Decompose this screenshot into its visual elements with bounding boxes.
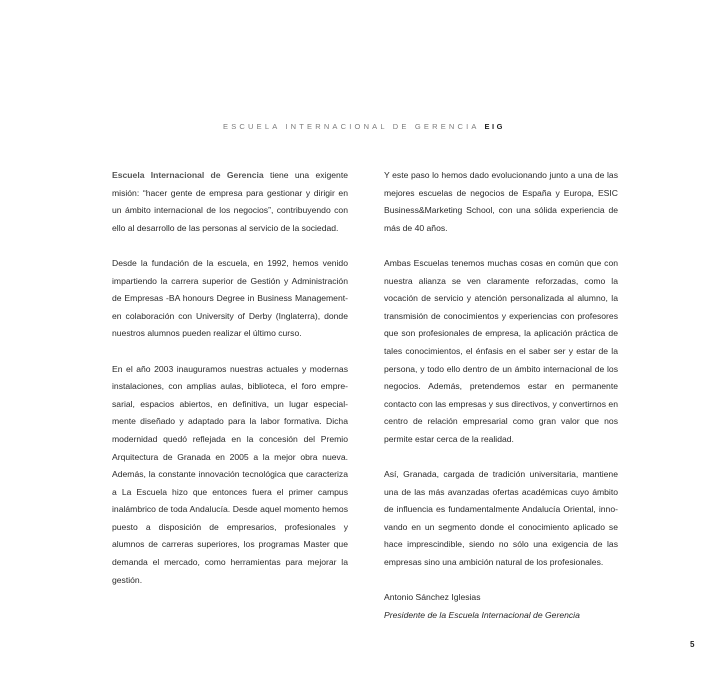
right-paragraph-2: Ambas Escuelas tenemos muchas cosas en común que con nuestra alianza se ven claramente reforzadas, como la vocación de servicio y atención personalizada al alumno, la transmisión de conocimientos y experiencias con profesores que son profesionales de empresa, la aplicación práctica de tales conocimientos, el énfasis en el saber ser y estar de la persona, y todo ello dentro de un ámbito internacional de los negocios. Además, pretendemos estar en permanente contacto con las empresas y sus directivos, y convertirnos en centro de relación empresarial como gran valor que nos permite estar cerca de la realidad. — [384, 257, 618, 444]
signature-name: Antonio Sánchez Iglesias — [384, 592, 481, 603]
page-header — [0, 122, 728, 131]
header-abbreviation: EIG — [484, 122, 505, 131]
signature-role: Presidente de la Escuela Internacional de Gerencia — [384, 609, 580, 620]
right-paragraph-3: Así, Granada, cargada de tradición universitaria, mantiene una de las más avanzadas ofertas académicas cuyo ámbito de influencia es fundamentalmente Andalucía Oriental, innovando en un segmento donde el conocimiento aplicado se hace imprescindible, siendo no sólo una exigencia de las empresas sino una ambición natural de los profesionales. — [384, 469, 618, 568]
left-column — [112, 167, 348, 589]
right-paragraph-1: Y este paso lo hemos dado evolucionando junto a una de las mejores escuelas de negocios de España y Europa, ESIC Business&Marketing School, con una sólida experiencia de más de 40 años. — [384, 170, 618, 233]
school-name-lead: Escuela Internacional de Gerencia — [112, 170, 264, 180]
signature-block — [384, 589, 618, 624]
left-paragraph-1 — [112, 167, 348, 237]
right-column — [384, 167, 618, 624]
left-paragraph-1-text: tiene una exigente misión: “hacer gente de empresa para gestionar y dirigir en un ámbito internacional de los negocios”, contribuyendo con ello al desarrollo de las personas al servicio de la sociedad. — [112, 170, 348, 233]
page-number: 5 — [690, 640, 695, 649]
left-paragraph-2: Desde la fundación de la escuela, en 1992, hemos venido impartiendo la carrera superior de Gestión y Administración de Empresas -BA honours Degree in Business Management- en colaboración con University of Derby (Inglaterra), donde nuestros alumnos pueden realizar el último curso. — [112, 257, 348, 339]
header-title: ESCUELA INTERNACIONAL DE GERENCIA — [223, 122, 480, 131]
left-paragraph-3: En el año 2003 inauguramos nuestras actuales y modernas instalaciones, con amplias aulas, biblioteca, el foro empresarial, espacios abiertos, en definitiva, un lugar especialmente diseñado y adaptado para la labor formativa. Dicha modernidad quedó reflejada en la concesión del Premio Arquitectura de Granada en 2005 a la mejor obra nueva. Además, la constante innovación tecnológica que caracteriza a La Escuela hizo que entonces fuera el primer campus inalámbrico de toda Andalucía. Desde aquel momento hemos puesto a disposición de empresarios, profesionales y alumnos de carreras superiores, los programas Master que demanda el mercado, como herramientas para mejorar la gestión. — [112, 363, 348, 585]
